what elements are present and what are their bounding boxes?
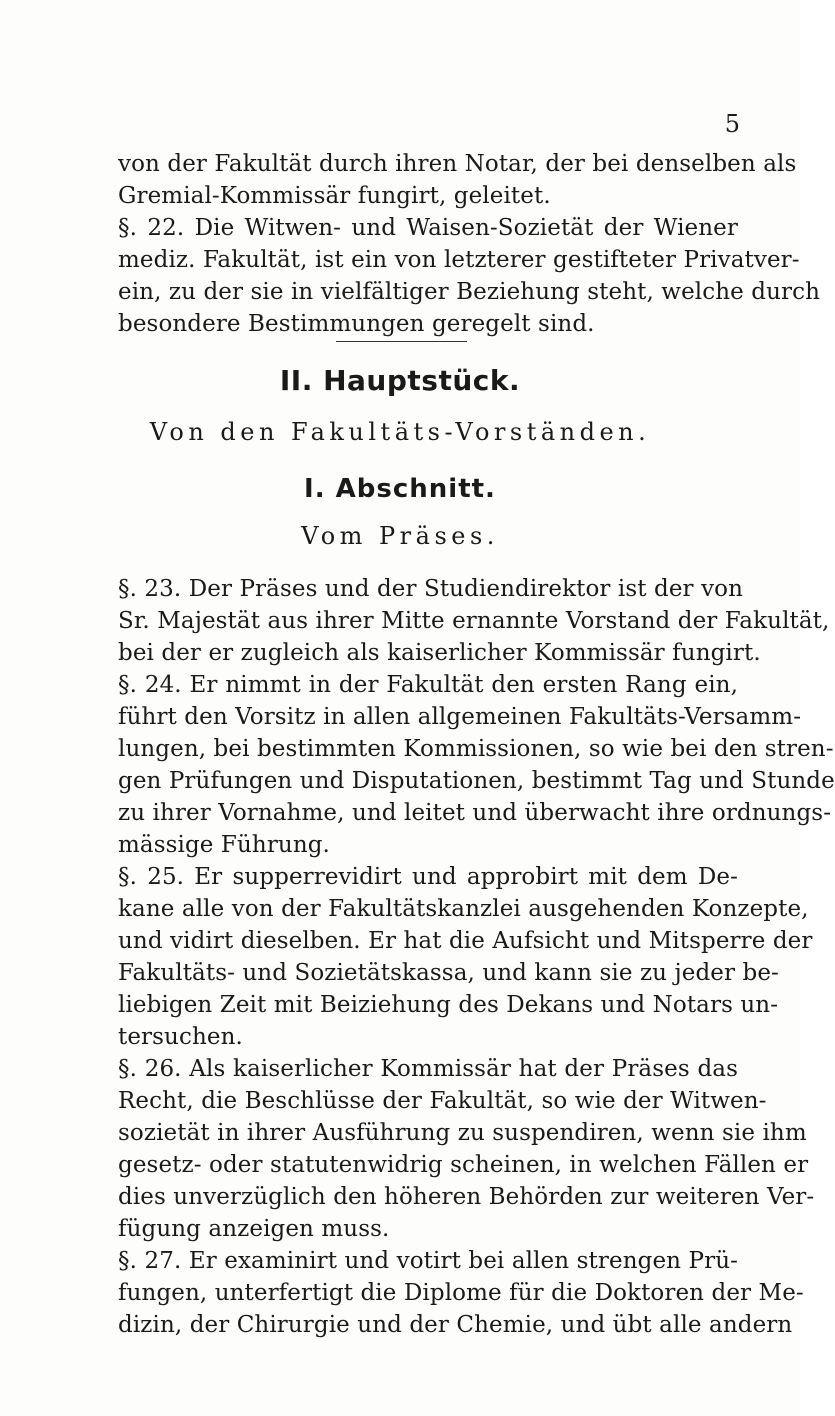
- text-line: dies unverzüglich den höheren Behörden zur weiteren Ver-: [118, 1184, 815, 1210]
- intro-paragraphs: [118, 148, 820, 340]
- text-line: sozietät in ihrer Ausführung zu suspendiren, wenn sie ihm: [118, 1120, 807, 1146]
- text-line: liebigen Zeit mit Beiziehung des Dekans und Notars un-: [118, 992, 779, 1018]
- text-line: §. 24. Er nimmt in der Fakultät den ersten Rang ein,: [118, 672, 738, 698]
- text-line: dizin, der Chirurgie und der Chemie, und übt alle andern: [118, 1312, 793, 1338]
- text-line: mässige Führung.: [118, 832, 330, 858]
- text-line: gesetz- oder statutenwidrig scheinen, in welchen Fällen er: [118, 1152, 809, 1178]
- section-divider: [336, 341, 467, 342]
- text-line: Recht, die Beschlüsse der Fakultät, so wie der Witwen-: [118, 1088, 767, 1114]
- text-line: §. 27. Er examinirt und votirt bei allen strengen Prü-: [118, 1248, 738, 1274]
- text-line: gen Prüfungen und Disputationen, bestimmt Tag und Stunde: [118, 768, 835, 794]
- text-line: und vidirt dieselben. Er hat die Aufsicht und Mitsperre der: [118, 928, 813, 954]
- text-line: kane alle von der Fakultätskanzlei ausgehenden Konzepte,: [118, 896, 809, 922]
- chapter-title: Von den Fakultäts-Vorständen.: [149, 418, 651, 446]
- text-line: mediz. Fakultät, ist ein von letzterer gestifteter Privatver-: [118, 247, 800, 273]
- section-title: Vom Präses.: [301, 522, 499, 550]
- text-line: Fakultäts- und Sozietätskassa, und kann sie zu jeder be-: [118, 960, 779, 986]
- text-line: besondere Bestimmungen geregelt sind.: [118, 311, 595, 337]
- text-line: führt den Vorsitz in allen allgemeinen Fakultäts-Versamm-: [118, 704, 802, 730]
- text-line: lungen, bei bestimmten Kommissionen, so wie bei den stren-: [118, 736, 834, 762]
- page-number: 5: [724, 110, 740, 138]
- text-line: von der Fakultät durch ihren Notar, der bei denselben als: [118, 151, 797, 177]
- body-paragraphs: [118, 573, 835, 1341]
- text-line: §. 26. Als kaiserlicher Kommissär hat der Präses das: [118, 1056, 738, 1082]
- text-line: Gremial-Kommissär fungirt, geleitet.: [118, 183, 551, 209]
- text-line: §. 23. Der Präses und der Studiendirektor ist der von: [118, 576, 744, 602]
- text-line: §. 22. Die Witwen- und Waisen-Sozietät der Wiener: [118, 215, 738, 241]
- section-heading: I. Abschnitt.: [304, 474, 496, 504]
- text-line: Sr. Majestät aus ihrer Mitte ernannte Vorstand der Fakultät,: [118, 608, 830, 634]
- text-line: §. 25. Er supperrevidirt und approbirt mit dem De-: [118, 864, 738, 890]
- chapter-heading: II. Hauptstück.: [279, 364, 521, 397]
- text-line: fügung anzeigen muss.: [118, 1216, 390, 1242]
- text-line: bei der er zugleich als kaiserlicher Kommissär fungirt.: [118, 640, 761, 666]
- text-line: ein, zu der sie in vielfältiger Beziehung steht, welche durch: [118, 279, 820, 305]
- text-line: tersuchen.: [118, 1024, 243, 1050]
- text-line: fungen, unterfertigt die Diplome für die Doktoren der Me-: [118, 1280, 804, 1306]
- text-line: zu ihrer Vornahme, und leitet und überwacht ihre ordnungs-: [118, 800, 832, 826]
